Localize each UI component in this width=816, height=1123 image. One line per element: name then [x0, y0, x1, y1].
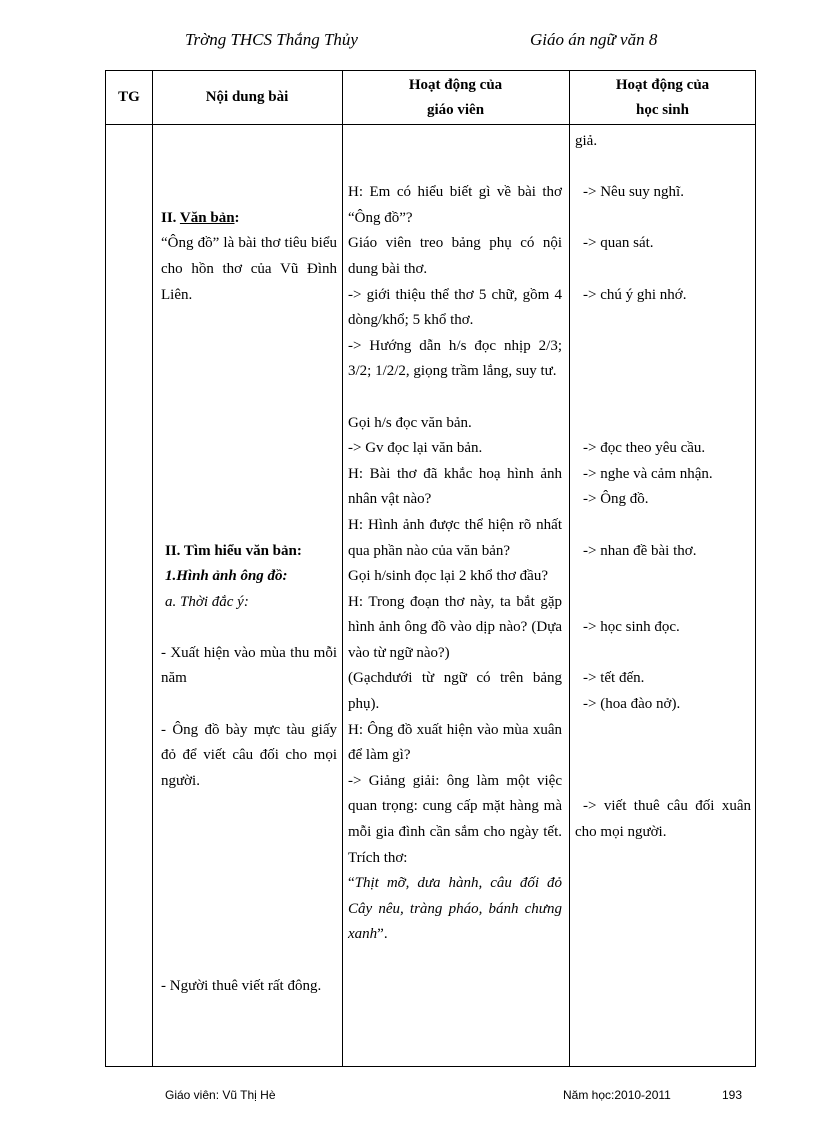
header-tg — [106, 71, 152, 124]
header-student-line1: Hoạt động của — [615, 76, 710, 93]
teacher-t6: Gọi h/sinh đọc lại 2 khổ thơ đầu? — [348, 568, 548, 585]
teacher-t3: -> Hướng dẫn h/s đọc nhịp 2/3; 3/2; 1/2/2, giọng trầm lắng, suy tư. — [348, 337, 562, 380]
sub-title: 1.Hình ảnh ông đồ: — [165, 568, 288, 585]
sub-a: a. Thời đắc ý: — [165, 593, 249, 610]
student-s1: -> Nêu suy nghĩ. — [583, 184, 684, 201]
analysis-title: II. Tìm hiểu văn bản: — [165, 542, 302, 559]
footer-page-number: 193 — [722, 1088, 743, 1102]
teacher-q5: H: Ông đồ xuất hiện vào mùa xuân để làm gì? — [348, 721, 562, 764]
teacher-quote: “Thịt mỡ, dưa hành, câu đối đỏ Cây nêu, tràng pháo, bánh chưng xanh”. — [348, 875, 562, 943]
column-divider-3 — [569, 71, 570, 1066]
teacher-column — [348, 129, 562, 948]
student-s5: -> nghe và cảm nhận. — [583, 465, 713, 482]
header-teacher — [342, 71, 569, 124]
header-teacher-line2: giáo viên — [426, 101, 485, 118]
teacher-t8: -> Giảng giải: ông làm một việc quan trọng: cung cấp mặt hàng mà mỗi gia đình cần sắm cho ngày tết. Trích thơ: — [348, 772, 562, 866]
footer-teacher: Giáo viên: Vũ Thị Hè — [165, 1088, 276, 1102]
teacher-t4: Gọi h/s đọc văn bản. — [348, 414, 472, 431]
teacher-q3: H: Hình ảnh được thể hiện rõ nhất qua phần nào của văn bản? — [348, 516, 562, 559]
teacher-t2: -> giới thiệu thể thơ 5 chữ, gồm 4 dòng/khổ; 5 khổ thơ. — [348, 286, 562, 329]
student-s2: -> quan sát. — [583, 235, 654, 252]
teacher-q1: H: Em có hiểu biết gì về bài thơ “Ông đồ”? — [348, 184, 562, 226]
student-s3: -> chú ý ghi nhớ. — [583, 286, 687, 303]
student-s6: -> Ông đồ. — [583, 491, 649, 508]
student-s7: -> nhan đề bài thơ. — [583, 542, 697, 559]
header-content-text: Nội dung bài — [205, 89, 289, 105]
lesson-table — [105, 70, 756, 1067]
header-student-line2: học sinh — [636, 101, 689, 118]
footer-year: Năm học:2010-2011 — [563, 1088, 671, 1102]
header-divider — [106, 124, 755, 125]
point-2: - Ông đồ bày mực tàu giấy đỏ để viết câu đối cho mọi người. — [161, 721, 337, 789]
header-subject: Giáo án ngữ văn 8 — [530, 30, 658, 49]
student-s9: -> tết đến. — [583, 670, 645, 687]
teacher-t5: -> Gv đọc lại văn bản. — [348, 440, 483, 457]
header-tg-text: TG — [118, 89, 140, 105]
header-student — [569, 71, 756, 124]
section-title: II. Văn bản: — [161, 209, 240, 226]
point-1: - Xuất hiện vào mùa thu mỗi năm — [161, 644, 337, 687]
teacher-t7: (Gạchdưới từ ngữ có trên bảng phụ). — [348, 670, 562, 713]
student-s4: -> đọc theo yêu cầu. — [583, 440, 706, 457]
intro-text: “Ông đồ” là bài thơ tiêu biểu cho hồn thơ của Vũ Đình Liên. — [161, 235, 337, 303]
student-s0: giả. — [575, 133, 598, 149]
teacher-t1: Giáo viên treo bảng phụ có nội dung bài thơ. — [348, 235, 562, 277]
header-school: Trờng THCS Thắng Thủy — [185, 30, 358, 49]
teacher-q4: H: Trong đoạn thơ này, ta bắt gặp hình ảnh ông đồ vào dịp nào? (Dựa vào từ ngữ nào?) — [348, 593, 562, 661]
content-column — [161, 129, 337, 999]
point-3: - Người thuê viết rất đông. — [161, 977, 322, 994]
student-s8: -> học sinh đọc. — [583, 619, 680, 636]
student-s10: -> (hoa đào nở). — [583, 696, 681, 713]
teacher-q2: H: Bài thơ đã khắc hoạ hình ảnh nhân vật nào? — [348, 465, 562, 508]
student-column — [575, 129, 751, 846]
column-divider-2 — [342, 71, 343, 1066]
column-divider-1 — [152, 71, 153, 1066]
student-s11: -> viết thuê câu đối xuân cho mọi người. — [575, 798, 751, 841]
header-teacher-line1: Hoạt động của — [408, 76, 503, 93]
header-content — [152, 71, 342, 124]
